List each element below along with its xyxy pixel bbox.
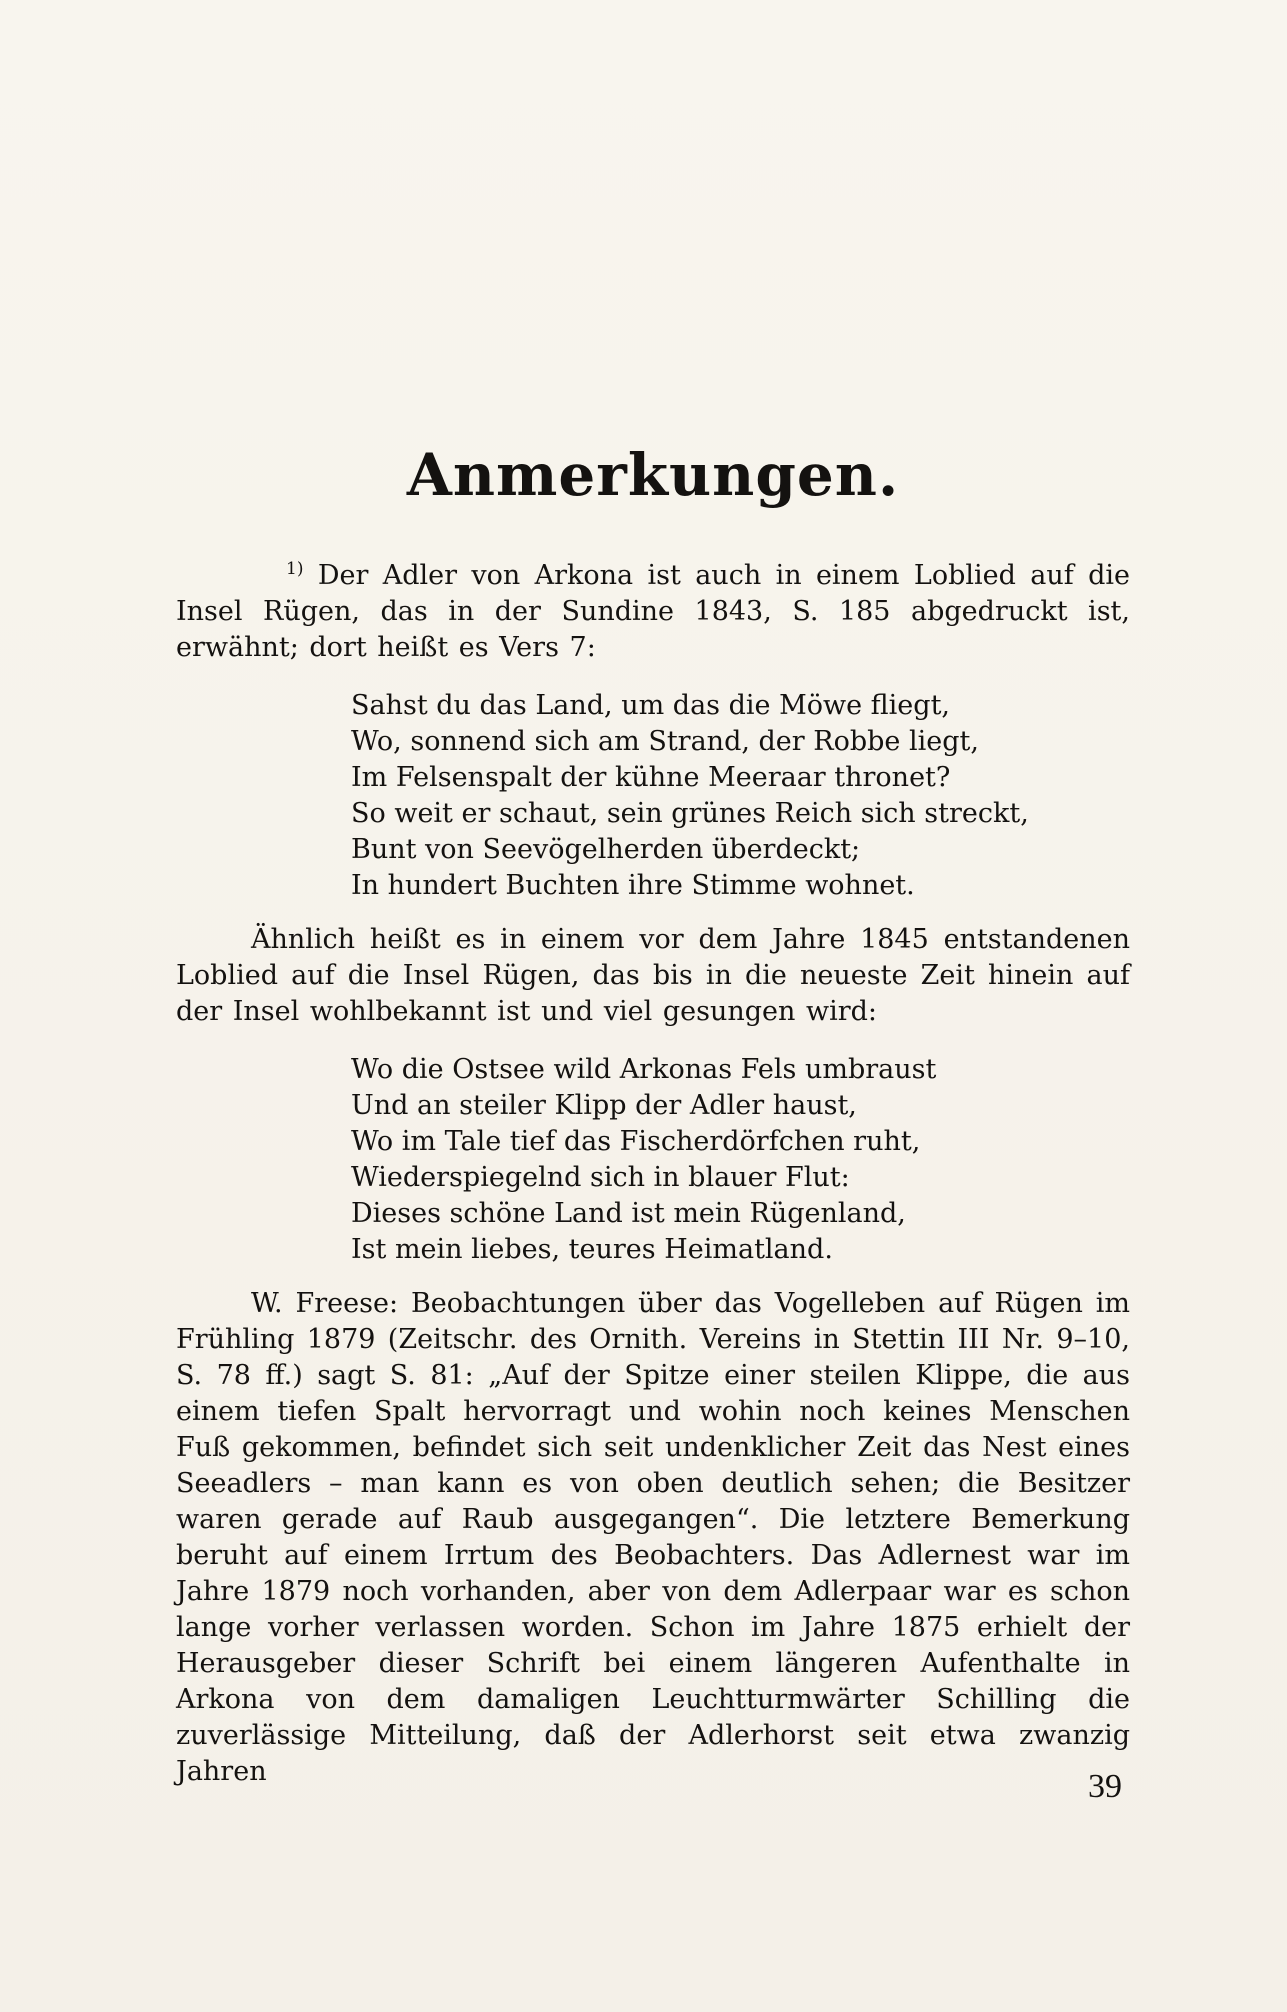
page-title: Anmerkungen.	[406, 441, 900, 509]
verse-line: So weit er schaut, sein grünes Reich sich streckt,	[351, 797, 1029, 829]
verse-line: Im Felsenspalt der kühne Meeraar thronet?	[351, 761, 951, 793]
verse-line: Wiederspiegelnd sich in blauer Flut:	[351, 1161, 850, 1193]
body-paragraph-3: W. Freese: Beobachtungen über das Vogelleben auf Rügen im Frühling 1879 (Zeitschr. des Ornith. Vereins in Stettin III Nr. 9–10, S. 78 ff.) sagt S. 81: „Auf der Spitze einer steilen Klippe, die aus einem tiefen Spalt hervorragt und wohin noch keines Menschen Fuß gekommen, befindet sich seit undenklicher Zeit das Nest eines Seeadlers – man kann es von oben deutlich sehen; die Besitzer waren gerade auf Raub ausgegangen“. Die letztere Bemerkung beruht auf einem Irrtum des Beobachters. Das Adlernest war im Jahre 1879 noch vorhanden, aber von dem Adlerpaar war es schon lange vorher verlassen worden. Schon im Jahre 1875 erhielt der Herausgeber dieser Schrift bei einem längeren Aufenthalte in Arkona von dem damaligen Leuchtturmwärter Schilling die zuverlässige Mitteilung, daß der Adlerhorst seit etwa zwanzig Jahren	[176, 1287, 1130, 1787]
verse-line: Wo die Ostsee wild Arkonas Fels umbraust	[351, 1053, 937, 1085]
verse-line: Sahst du das Land, um das die Möwe fliegt,	[351, 689, 950, 721]
footnote-marker: 1)	[286, 558, 304, 579]
page-number: 39	[1088, 1768, 1122, 1805]
verse-line: Dieses schöne Land ist mein Rügenland,	[351, 1197, 906, 1229]
body-paragraph-2: Ähnlich heißt es in einem vor dem Jahre 1845 entstandenen Loblied auf die Insel Rügen, das bis in die neueste Zeit hinein auf der Insel wohlbekannt ist und viel gesungen wird:	[176, 923, 1130, 1027]
verse-line: Wo, sonnend sich am Strand, der Robbe liegt,	[351, 725, 979, 757]
verse-line: Ist mein liebes, teures Heimatland.	[351, 1233, 833, 1265]
verse-line: Bunt von Seevögelherden überdeckt;	[351, 833, 861, 865]
footnote-text: Der Adler von Arkona ist auch in einem Loblied auf die Insel Rügen, das in der Sundine 1843, S. 185 abgedruckt ist, erwähnt; dort heißt es Vers 7:	[176, 559, 1130, 663]
verse-block-1	[351, 688, 1130, 904]
footnote-paragraph	[176, 558, 1130, 666]
page-content	[176, 441, 1130, 1790]
verse-block-2	[351, 1052, 1130, 1268]
verse-line: Und an steiler Klipp der Adler haust,	[351, 1089, 857, 1121]
verse-line: Wo im Tale tief das Fischerdörfchen ruht,	[351, 1125, 921, 1157]
verse-line: In hundert Buchten ihre Stimme wohnet.	[351, 869, 915, 901]
